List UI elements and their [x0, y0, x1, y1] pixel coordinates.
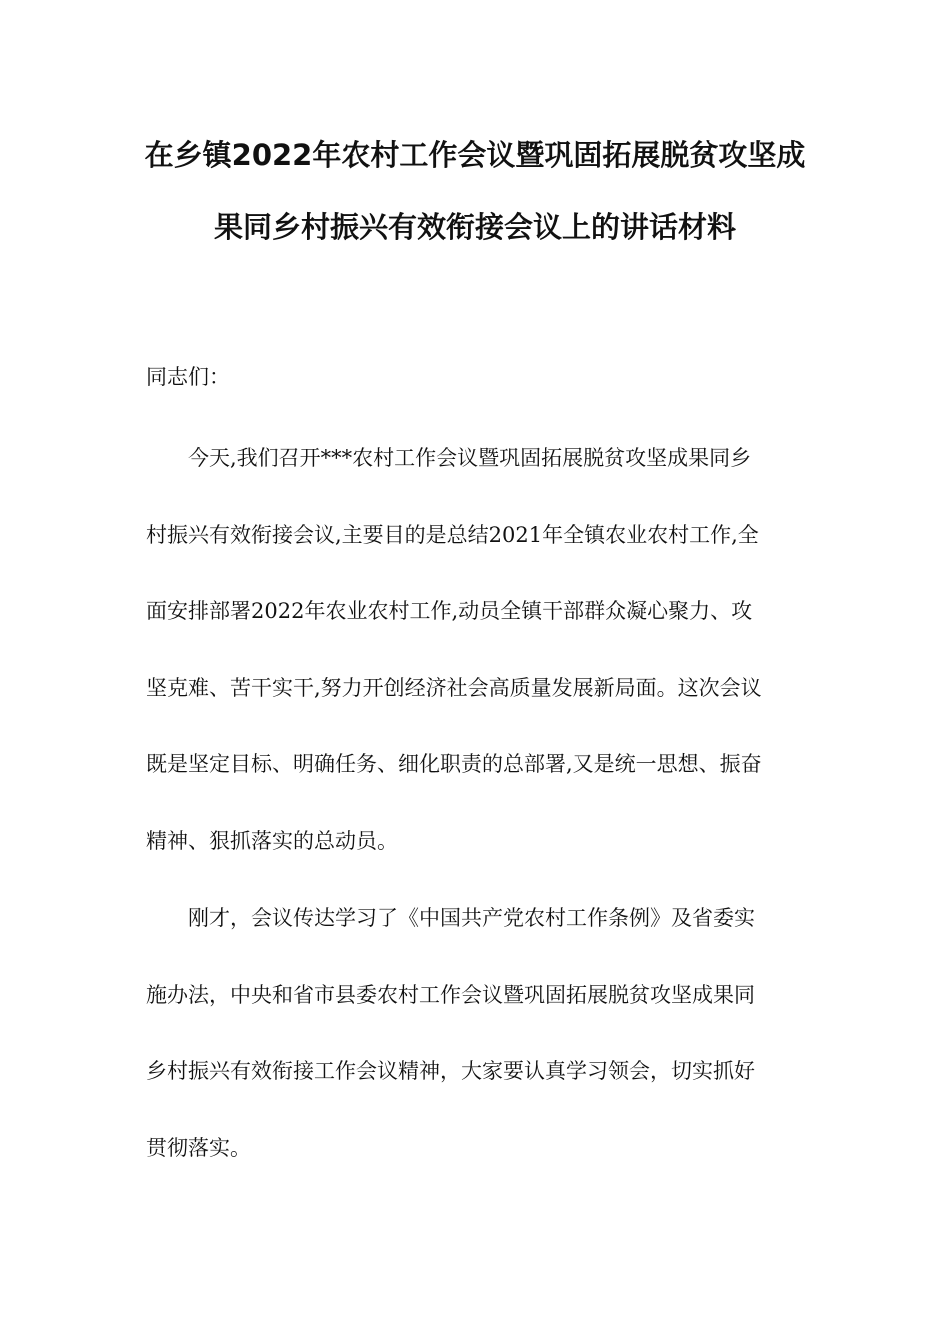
- paragraph-1: [146, 420, 811, 879]
- paragraph-line: 既是坚定目标、明确任务、细化职责的总部署,又是统一思想、振奋: [146, 752, 762, 776]
- paragraph-line: 面安排部署2022年农业农村工作,动员全镇干部群众凝心聚力、攻: [146, 599, 753, 623]
- paragraph-line: 精神、狠抓落实的总动员。: [146, 828, 398, 853]
- paragraph-line: 今天,我们召开***农村工作会议暨巩固拓展脱贫攻坚成果同乡: [188, 446, 752, 470]
- document-title-line-1: 在乡镇2022年农村工作会议暨巩固拓展脱贫攻坚成: [144, 138, 806, 172]
- paragraph-line: 坚克难、苦干实干,努力开创经济社会高质量发展新局面。这次会议: [146, 675, 762, 700]
- paragraph-line: 施办法，中央和省市县委农村工作会议暨巩固拓展脱贫攻坚成果同: [146, 982, 755, 1007]
- document-title-line-2: 果同乡村振兴有效衔接会议上的讲话材料: [213, 210, 736, 244]
- paragraph-line: 村振兴有效衔接会议,主要目的是总结2021年全镇农业农村工作,全: [146, 522, 759, 547]
- paragraph-line: 刚才，会议传达学习了《中国共产党农村工作条例》及省委实: [188, 906, 755, 930]
- salutation: 同志们：: [146, 365, 230, 389]
- paragraph-line: 乡村振兴有效衔接工作会议精神，大家要认真学习领会，切实抓好: [146, 1059, 755, 1083]
- paragraph-line: 贯彻落实。: [146, 1135, 251, 1160]
- paragraph-2: [146, 880, 811, 1186]
